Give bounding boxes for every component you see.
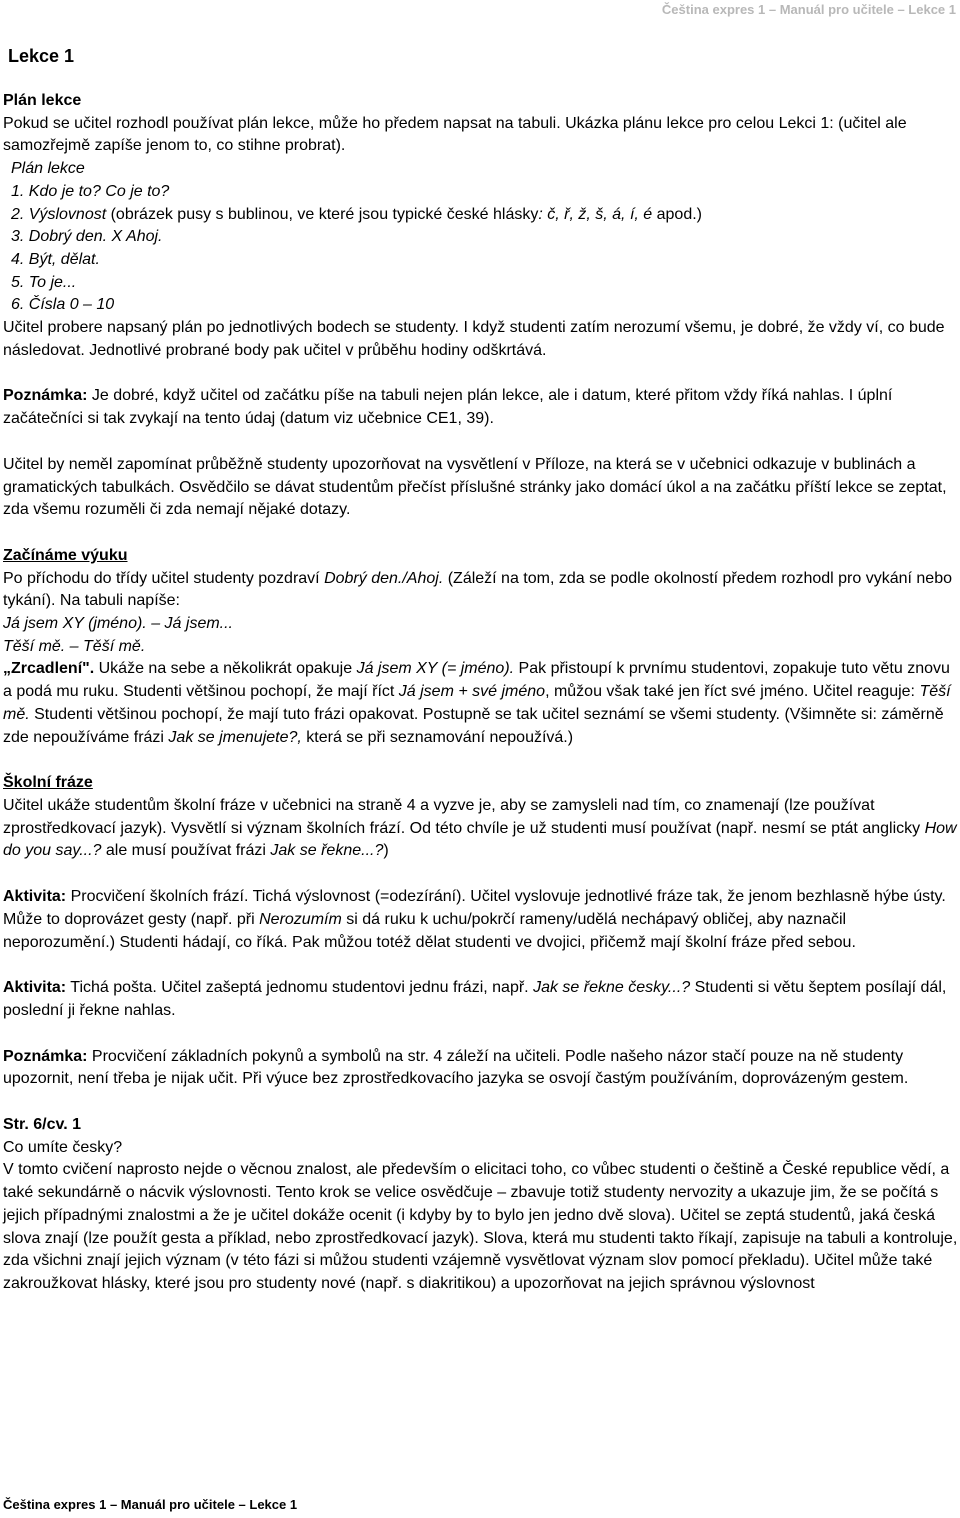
school-phrases-paragraph: Učitel ukáže studentům školní fráze v učebnici na straně 4 a vyzve je, aby se zamysleli nad tím, co znamenají (lze používat zprostředkovací jazyk). Vysvětlí si význam školních frází. Od této chvíle je už studenti musí používat (např. nesmí se ptát anglicky How do you say...? ale musí používat frázi Jak se řekne...?): [3, 796, 957, 860]
note-paragraph: Poznámka: Je dobré, když učitel od začátku píše na tabuli nejen plán lekce, ale i datum, které přitom vždy říká nahlas. I úplní začátečníci si tak zvykají na tento údaj (datum viz učebnice CE1, 39).: [3, 387, 893, 428]
plan-item-6: 6. Čísla 0 – 10: [11, 296, 115, 314]
greeting-paragraph: Po příchodu do třídy učitel studenty pozdraví Dobrý den./Ahoj. (Záleží na tom, zda se podle okolností předem rozhodl pro vykání nebo tykání). Na tabuli napíše:: [3, 569, 952, 610]
plan-subheading: Plán lekce: [11, 160, 85, 178]
exercise-heading: Str. 6/cv. 1: [3, 1116, 81, 1134]
plan-item-3: 3. Dobrý den. X Ahoj.: [11, 228, 163, 246]
plan-item-4: 4. Být, dělat.: [11, 250, 100, 268]
plan-outro: Učitel probere napsaný plán po jednotlivých bodech se studenty. I když studenti zatím nerozumí všemu, je dobré, že vždy ví, co bude následovat. Jednotlivé probrané body pak učitel v průběhu hodiny odškrtává.: [3, 319, 945, 359]
exercise-question: Co umíte česky?: [3, 1138, 123, 1156]
plan-item-1: 1. Kdo je to? Co je to?: [11, 182, 170, 200]
board-line-1: Já jsem XY (jméno). – Já jsem...: [3, 615, 233, 633]
document-body: [3, 90, 958, 1296]
page-title: Lekce 1: [8, 46, 75, 66]
plan-heading: Plán lekce: [3, 92, 82, 109]
exercise-paragraph: V tomto cvičení naprosto nejde o věcnou znalost, ale především o elicitaci toho, co vůbec studenti o češtině a České republice vědí, a také sekundárně o nácvik výslovnosti. Tento krok se velice osvědčuje – zbavuje totiž studenty nervozity a ukazuje jim, že se počítá s jejich případnými znalostmi a že je učitel dokáže ocenit (i kdyby by to bylo jen jedno dvě slova). Učitel se zeptá studentů, jaká česká slova znají (lze použít gesta a příklad, nebo zprostředkovací jazyk). Slova, která mu studenti takto říkají, zapisuje na tabuli a kontroluje, zda všichni znají jejich význam (v této fázi si můžou studenti vzájemně vysvětlovat význam slov pomocí překladu). Učitel může také zakroužkovat hlásky, které jsou pro studenty nové (např. s diakritikou) a upozorňovat na jejich správnou výslovnost: [3, 1161, 958, 1292]
activity-paragraph-1: Aktivita: Procvičení školních frází. Tichá výslovnost (=odezírání). Učitel vyslovuje jednotlivé fráze tak, že jenom bezhlasně hýbe ústy. Může to doprovázet gesty (např. při Nerozumím si dá ruku k uchu/pokrčí rameny/udělá nechápavý obličej, aby naznačil neporozumění.) Studenti hádají, co říká. Pak můžou totéž dělat studenti ve dvojici, přičemž mají školní fráze před sebou.: [3, 888, 946, 951]
board-line-2: Těší mě. – Těší mě.: [3, 637, 146, 655]
activity-paragraph-2: Aktivita: Tichá pošta. Učitel zašeptá jednomu studentovi jednu frázi, např. Jak se řekne česky...? Studenti si větu šeptem posílají dál, poslední ji řekne nahlas.: [3, 979, 947, 1019]
plan-intro: Pokud se učitel rozhodl používat plán lekce, může ho předem napsat na tabuli. Ukázka plánu lekce pro celou Lekci 1: (učitel ale samozřejmě zapíše jenom to, co stihne probrat).: [3, 114, 907, 155]
plan-item-2: 2. Výslovnost (obrázek pusy s bublinou, ve které jsou typické české hlásky: č, ř, ž, š, á, í, é apod.): [11, 205, 702, 223]
note-paragraph-2: Poznámka: Procvičení základních pokynů a symbolů na str. 4 záleží na učiteli. Podle našeho názor stačí pouze na ně studenty upozornit, není třeba je nijak učit. Při výuce bez zprostředkovacího jazyka se osvojí častým používáním, doprovázeným gestem.: [3, 1047, 909, 1088]
appendix-paragraph: Učitel by neměl zapomínat průběžně studenty upozorňovat na vysvětlení v Příloze, na která se v učebnici odkazuje v bublinách a gramatických tabulkách. Osvědčilo se dávat studentům přečíst příslušné stránky jako domácí úkol a na začátku příští lekce se zeptat, zda všemu rozuměli či zda nemají nějaké dotazy.: [3, 455, 947, 519]
running-footer: Čeština expres 1 – Manuál pro učitele – Lekce 1: [3, 1497, 298, 1512]
running-header: Čeština expres 1 – Manuál pro učitele – Lekce 1: [661, 2, 956, 17]
section-heading-skolni: Školní fráze: [3, 774, 93, 792]
plan-item-5: 5. To je...: [11, 273, 77, 291]
mirroring-paragraph: „Zrcadlení". Ukáže na sebe a několikrát opakuje Já jsem XY (= jméno). Pak přistoupí k prvnímu studentovi, zopakuje tuto větu znovu a podá mu ruku. Studenti většinou pochopí, že mají říct Já jsem + své jméno, můžou však také jen říct své jméno. Učitel reaguje: Těší mě. Studenti většinou pochopí, že mají tuto frázi opakovat. Postupně se tak učitel seznámí se všemi studenty. (Všimněte si: záměrně zde nepoužíváme frázi Jak se jmenujete?, která se při seznamování nepoužívá.): [3, 660, 951, 746]
section-heading-zaciname: Začínáme výuku: [3, 546, 128, 564]
